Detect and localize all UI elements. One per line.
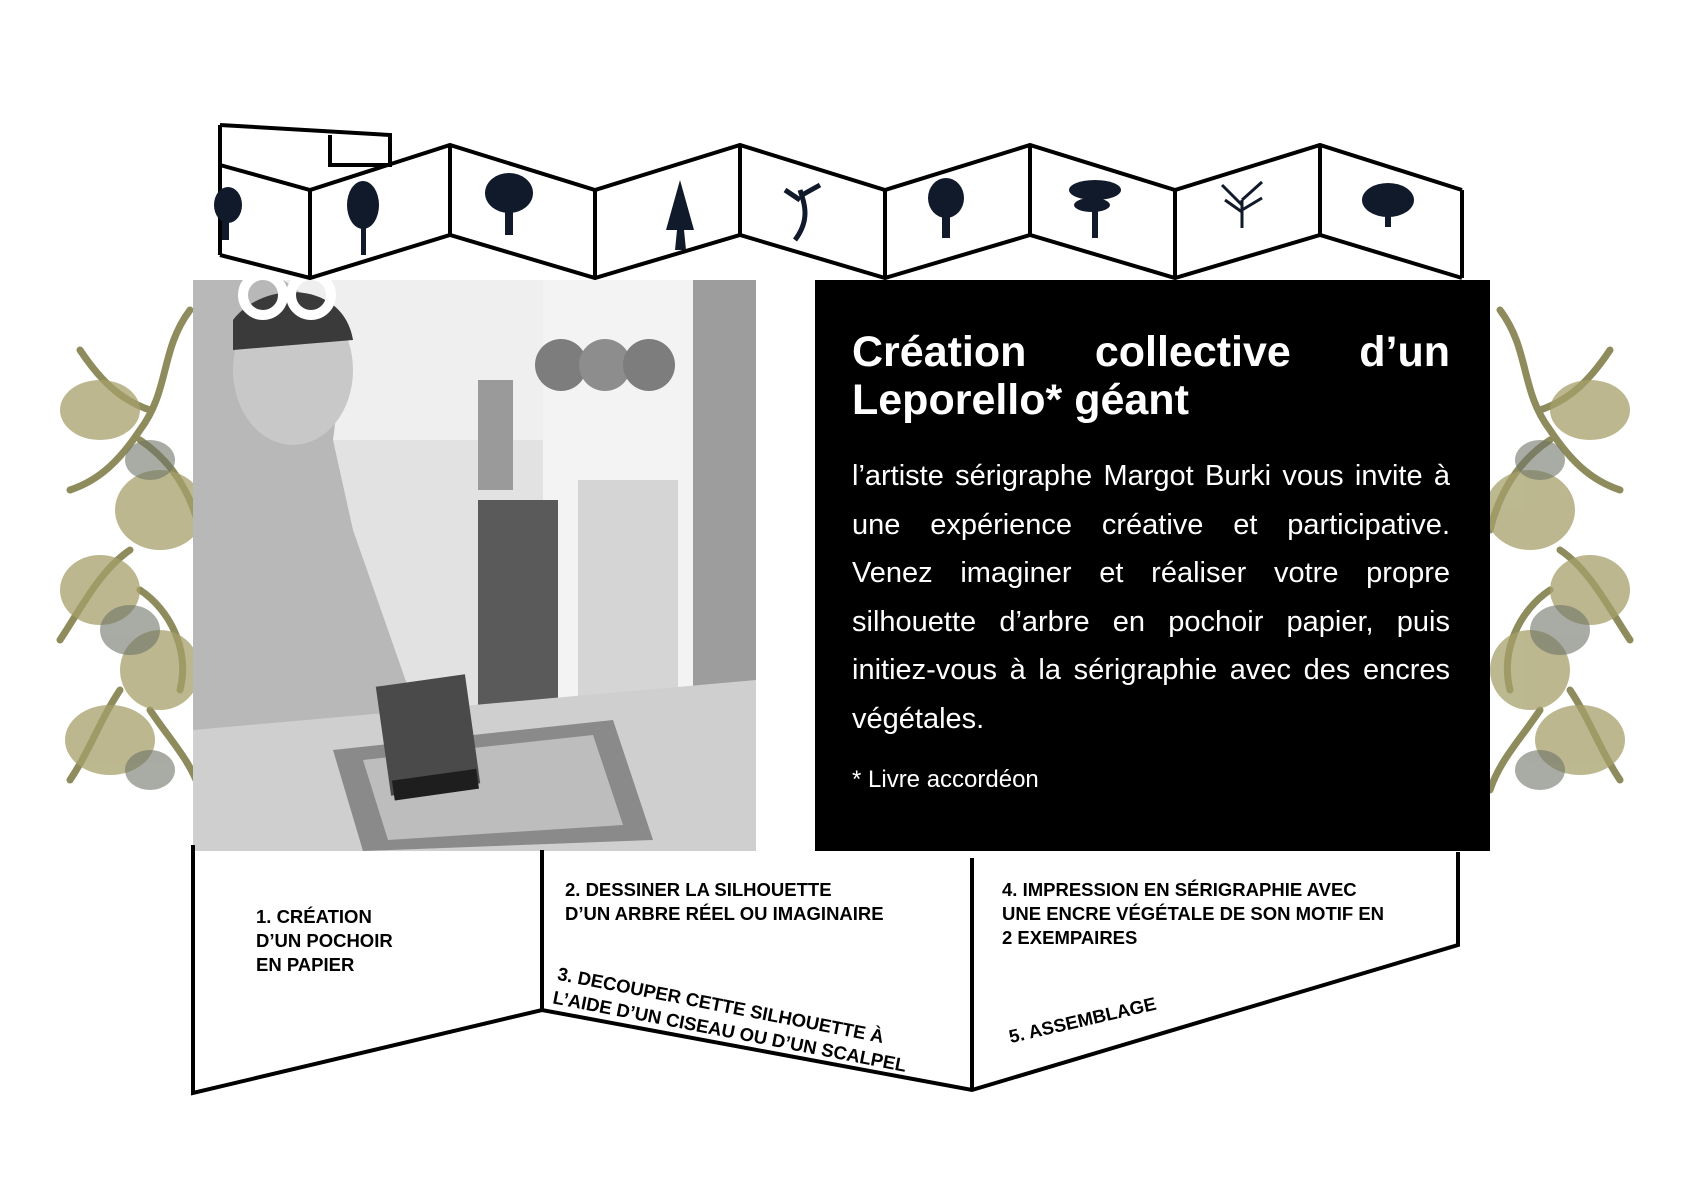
step-5-label: 5. ASSEMBLAGE [1006,992,1159,1048]
step-1-label: 1. CRÉATION D’UN POCHOIR EN PAPIER [256,906,393,975]
footnote: * Livre accordéon [852,766,1039,793]
step-3-label: 3. DECOUPER CETTE SILHOUETTE À L’AIDE D’UN CISEAU OU D’UN SCALPEL [551,962,909,1076]
page-title: Création collective d’un Leporello* géant [852,328,1450,424]
step-2-label: 2. DESSINER LA SILHOUETTE D’UN ARBRE RÉEL OU IMAGINAIRE [565,879,884,924]
panel-description: l’artiste sérigraphe Margot Burki vous invite à une expérience créative et participative. Venez imaginer et réaliser votre propre silhouette d’arbre en pochoir papier, puis initiez-vous à la sérigraphie avec des encres végétales. [852,460,1450,735]
step-4-label: 4. IMPRESSION EN SÉRIGRAPHIE AVEC UNE ENCRE VÉGÉTALE DE SON MOTIF EN 2 EXEMPAIRES [1002,879,1385,948]
